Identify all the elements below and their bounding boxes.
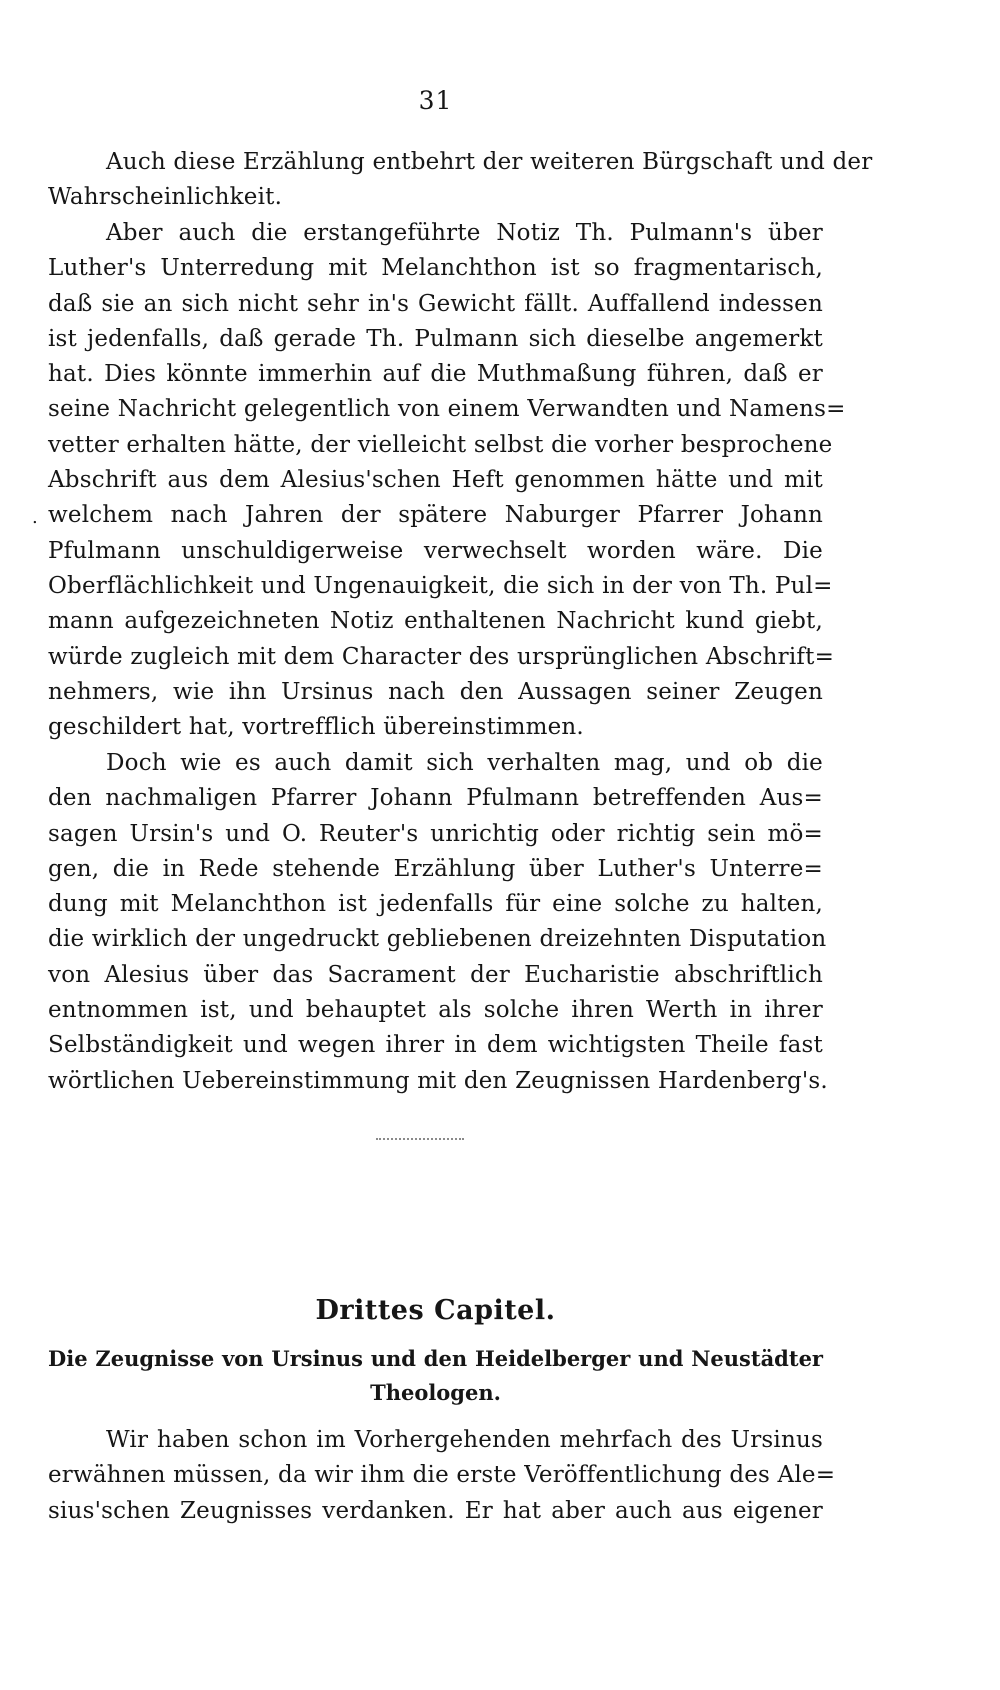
paragraph-4 (48, 1423, 836, 1529)
text-line: Oberflächlichkeit und Ungenauigkeit, die sich in der von Th. Pul= (48, 572, 833, 599)
chapter-subtitle-line: Die Zeugnisse von Ursinus und den Heidelberger und Neustädter (48, 1346, 823, 1371)
text-line: Selbständigkeit und wegen ihrer in dem wichtigsten Theile fast (48, 1032, 823, 1059)
book-page (48, 0, 873, 1690)
text-line: daß sie an sich nicht sehr in's Gewicht fällt. Auffallend indessen (48, 290, 823, 317)
text-line: Wir haben schon im Vorhergehenden mehrfach des Ursinus (106, 1427, 823, 1453)
text-line: Aber auch die erstangeführte Notiz Th. Pulmann's über (106, 220, 823, 246)
text-line: Abschrift aus dem Alesius'schen Heft genommen hätte und mit (48, 467, 823, 494)
text-line: Wahrscheinlichkeit. (48, 184, 283, 211)
section-divider (376, 1138, 464, 1140)
paragraph-2 (48, 216, 846, 745)
text-line: Doch wie es auch damit sich verhalten mag, und ob die (106, 750, 823, 776)
text-line: seine Nachricht gelegentlich von einem Verwandten und Namens= (48, 396, 846, 423)
text-line: vetter erhalten hätte, der vielleicht selbst die vorher besprochene (48, 431, 833, 458)
paragraph-3 (48, 746, 828, 1099)
chapter-subtitle-line: Theologen. (370, 1380, 501, 1405)
text-line: gen, die in Rede stehende Erzählung über Luther's Unterre= (48, 855, 823, 882)
text-line: ist jedenfalls, daß gerade Th. Pulmann sich dieselbe angemerkt (48, 325, 823, 352)
text-line: sius'schen Zeugnisses verdanken. Er hat aber auch aus eigener (48, 1497, 823, 1524)
text-line: hat. Dies könnte immerhin auf die Muthmaßung führen, daß er (48, 361, 823, 388)
text-line: entnommen ist, und behauptet als solche ihren Werth in ihrer (48, 997, 823, 1024)
text-line: Luther's Unterredung mit Melanchthon ist so fragmentarisch, (48, 255, 823, 282)
text-line: Auch diese Erzählung entbehrt der weiteren Bürgschaft und der (106, 149, 873, 175)
chapter-title: Drittes Capitel. (315, 1295, 556, 1326)
text-line: den nachmaligen Pfarrer Johann Pfulmann betreffenden Aus= (48, 785, 823, 812)
text-line: würde zugleich mit dem Character des ursprünglichen Abschrift= (48, 643, 835, 670)
text-line: nehmers, wie ihn Ursinus nach den Aussagen seiner Zeugen (48, 678, 823, 705)
text-line: erwähnen müssen, da wir ihm die erste Veröffentlichung des Ale= (48, 1462, 836, 1489)
text-line: wörtlichen Uebereinstimmung mit den Zeugnissen Hardenberg's. (48, 1067, 828, 1094)
text-line: dung mit Melanchthon ist jedenfalls für eine solche zu halten, (48, 891, 823, 918)
text-line: geschildert hat, vortrefflich übereinstimmen. (48, 714, 584, 741)
text-line: von Alesius über das Sacrament der Eucharistie abschriftlich (48, 961, 823, 988)
text-line: die wirklich der ungedruckt gebliebenen dreizehnten Disputation (48, 926, 827, 953)
chapter-subtitle (48, 1342, 823, 1410)
paragraph-1 (48, 145, 873, 216)
text-line: mann aufgezeichneten Notiz enthaltenen Nachricht kund giebt, (48, 608, 823, 635)
text-line: welchem nach Jahren der spätere Naburger Pfarrer Johann (48, 502, 823, 529)
text-line: sagen Ursin's und O. Reuter's unrichtig oder richtig sein mö= (48, 820, 823, 847)
text-line: Pfulmann unschuldigerweise verwechselt worden wäre. Die (48, 537, 823, 564)
margin-mark: . (32, 507, 38, 528)
page-number: 31 (418, 86, 453, 115)
